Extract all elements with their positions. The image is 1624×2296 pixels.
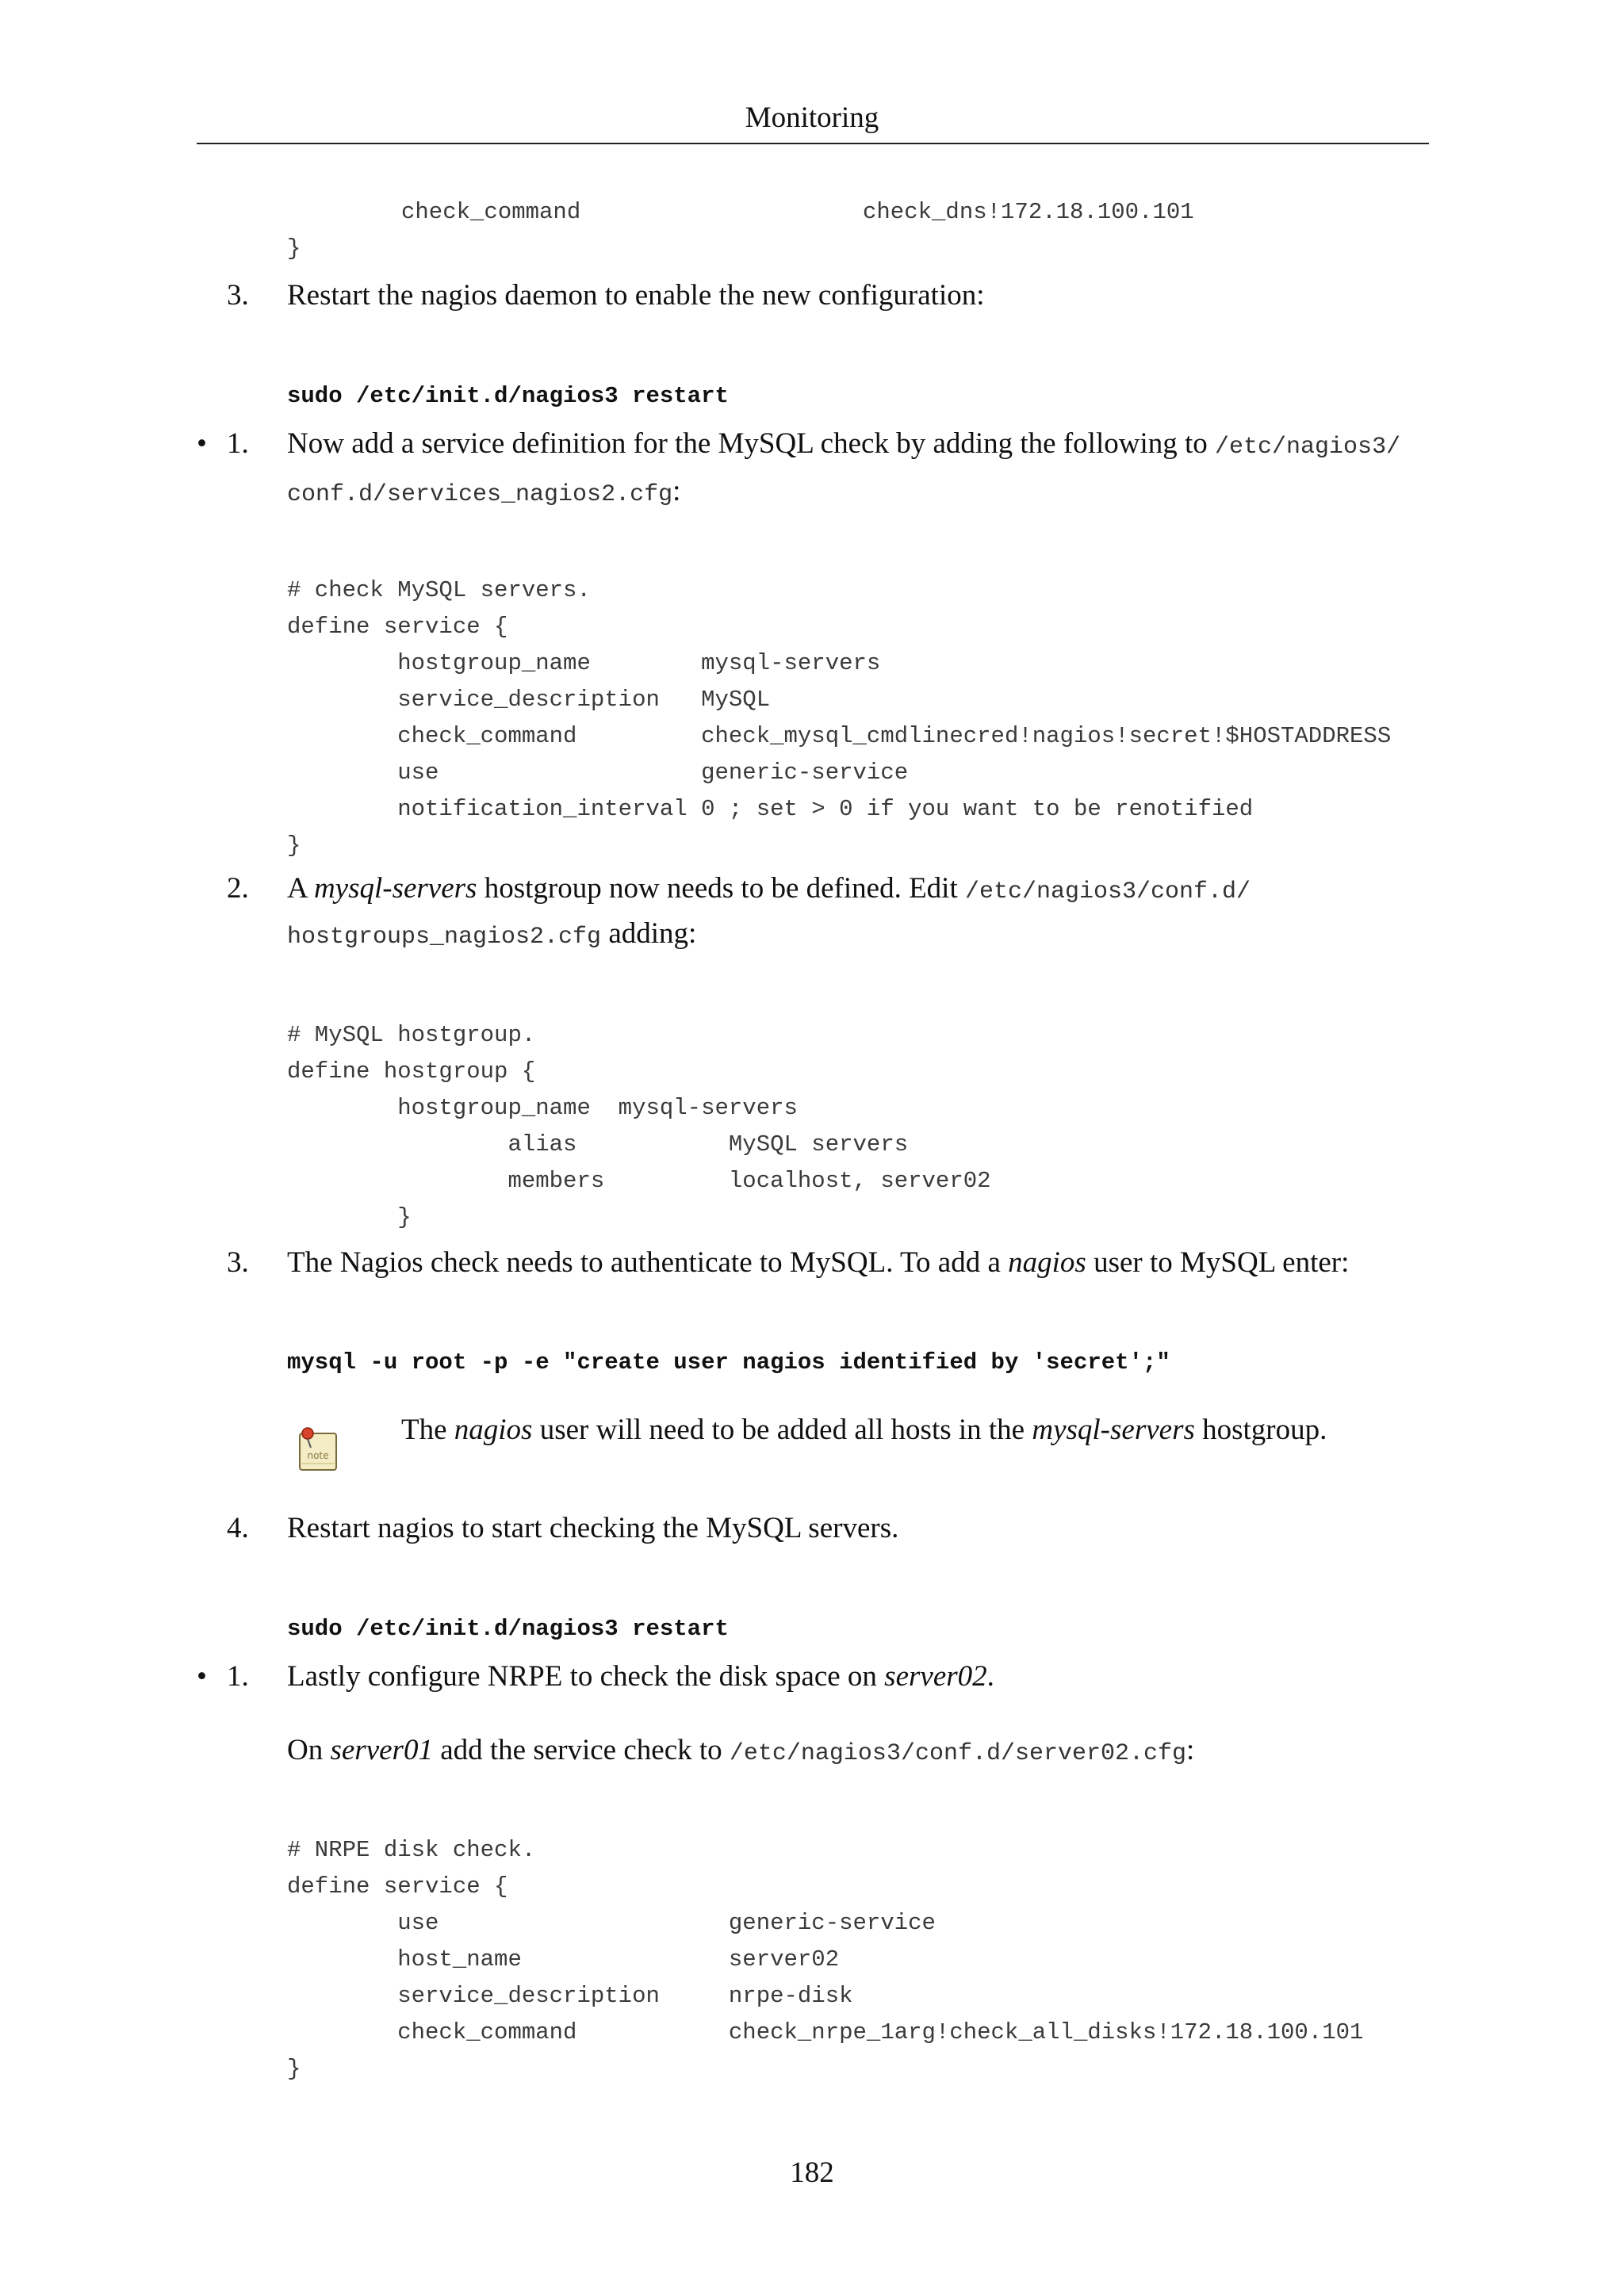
code-line: members localhost, server02 [287, 1168, 991, 1194]
code-line: } [287, 832, 301, 859]
note-text: The nagios user will need to be added all hosts in the mysql-servers hostgroup. [401, 1414, 1327, 1446]
code-line: host_name server02 [287, 1946, 840, 1973]
command-line: sudo /etc/init.d/nagios3 restart [287, 1616, 729, 1642]
step-text: Now add a service definition for the MySQL check by adding the following to /etc/nagios3/ [287, 427, 1401, 461]
code-line: # MySQL hostgroup. [287, 1022, 536, 1048]
step-paragraph: On server01 add the service check to /etc/nagios3/conf.d/server02.cfg: [287, 1734, 1195, 1767]
code-block-nrpe-service [287, 1832, 1363, 2087]
code-line: notification_interval 0 ; set > 0 if you want to be renotified [287, 796, 1254, 822]
code-line: check_command check_nrpe_1arg!check_all_disks!172.18.100.101 [287, 2019, 1364, 2045]
list-bullet: • [197, 1660, 207, 1693]
note-icon [295, 1424, 343, 1475]
file-path: /etc/nagios3/conf.d/ [964, 878, 1251, 905]
step-number: 1. [227, 427, 249, 460]
page-number: 182 [790, 2156, 834, 2189]
code-line: alias MySQL servers [287, 1131, 909, 1158]
step-text-continued: hostgroups_nagios2.cfg adding: [287, 917, 697, 951]
page-header-title: Monitoring [745, 101, 879, 134]
code-block-mysql-service [287, 572, 1391, 864]
step-text: Lastly configure NRPE to check the disk space on server02. [287, 1660, 994, 1693]
code-line: define service { [287, 614, 508, 640]
code-line: define hostgroup { [287, 1058, 536, 1085]
code-line: } [287, 1204, 412, 1230]
command-line: mysql -u root -p -e "create user nagios identified by 'secret';" [287, 1349, 1170, 1376]
step-number: 3. [227, 279, 249, 312]
file-path: /etc/nagios3/ [1215, 434, 1401, 461]
code-line: service_description nrpe-disk [287, 1983, 853, 2009]
code-line: define service { [287, 1873, 508, 1900]
step-text: The Nagios check needs to authenticate to MySQL. To add a nagios user to MySQL enter: [287, 1246, 1350, 1279]
code-close-brace: } [287, 235, 301, 262]
file-path: /etc/nagios3/conf.d/server02.cfg [729, 1740, 1186, 1767]
step-number: 4. [227, 1512, 249, 1544]
step-text: A mysql-servers hostgroup now needs to be defined. Edit /etc/nagios3/conf.d/ [287, 872, 1251, 905]
step-number: 1. [227, 1660, 249, 1693]
code-line: # check MySQL servers. [287, 577, 591, 603]
step-text: Restart the nagios daemon to enable the new configuration: [287, 279, 985, 312]
code-line: hostgroup_name mysql-servers [287, 1095, 798, 1121]
svg-text:note: note [307, 1450, 329, 1461]
step-number: 2. [227, 872, 249, 905]
step-text: Restart nagios to start checking the MySQL servers. [287, 1512, 899, 1544]
command-line: sudo /etc/init.d/nagios3 restart [287, 383, 729, 409]
list-bullet: • [197, 427, 207, 460]
code-line: hostgroup_name mysql-servers [287, 650, 881, 676]
file-path: hostgroups_nagios2.cfg [287, 924, 602, 951]
step-text-continued: conf.d/services_nagios2.cfg: [287, 475, 681, 508]
code-line-value: check_dns!172.18.100.101 [863, 199, 1194, 225]
step-number: 3. [227, 1246, 249, 1279]
code-line: use generic-service [287, 760, 909, 786]
code-line: use generic-service [287, 1910, 936, 1936]
code-block-mysql-hostgroup [287, 1017, 991, 1236]
code-line-key: check_command [401, 199, 581, 225]
code-line: service_description MySQL [287, 687, 771, 713]
file-path: conf.d/services_nagios2.cfg [287, 481, 673, 508]
code-line: # NRPE disk check. [287, 1837, 536, 1863]
code-line: check_command check_mysql_cmdlinecred!nagios!secret!$HOSTADDRESS [287, 723, 1392, 749]
code-line: } [287, 2056, 301, 2082]
header-rule [197, 143, 1429, 144]
